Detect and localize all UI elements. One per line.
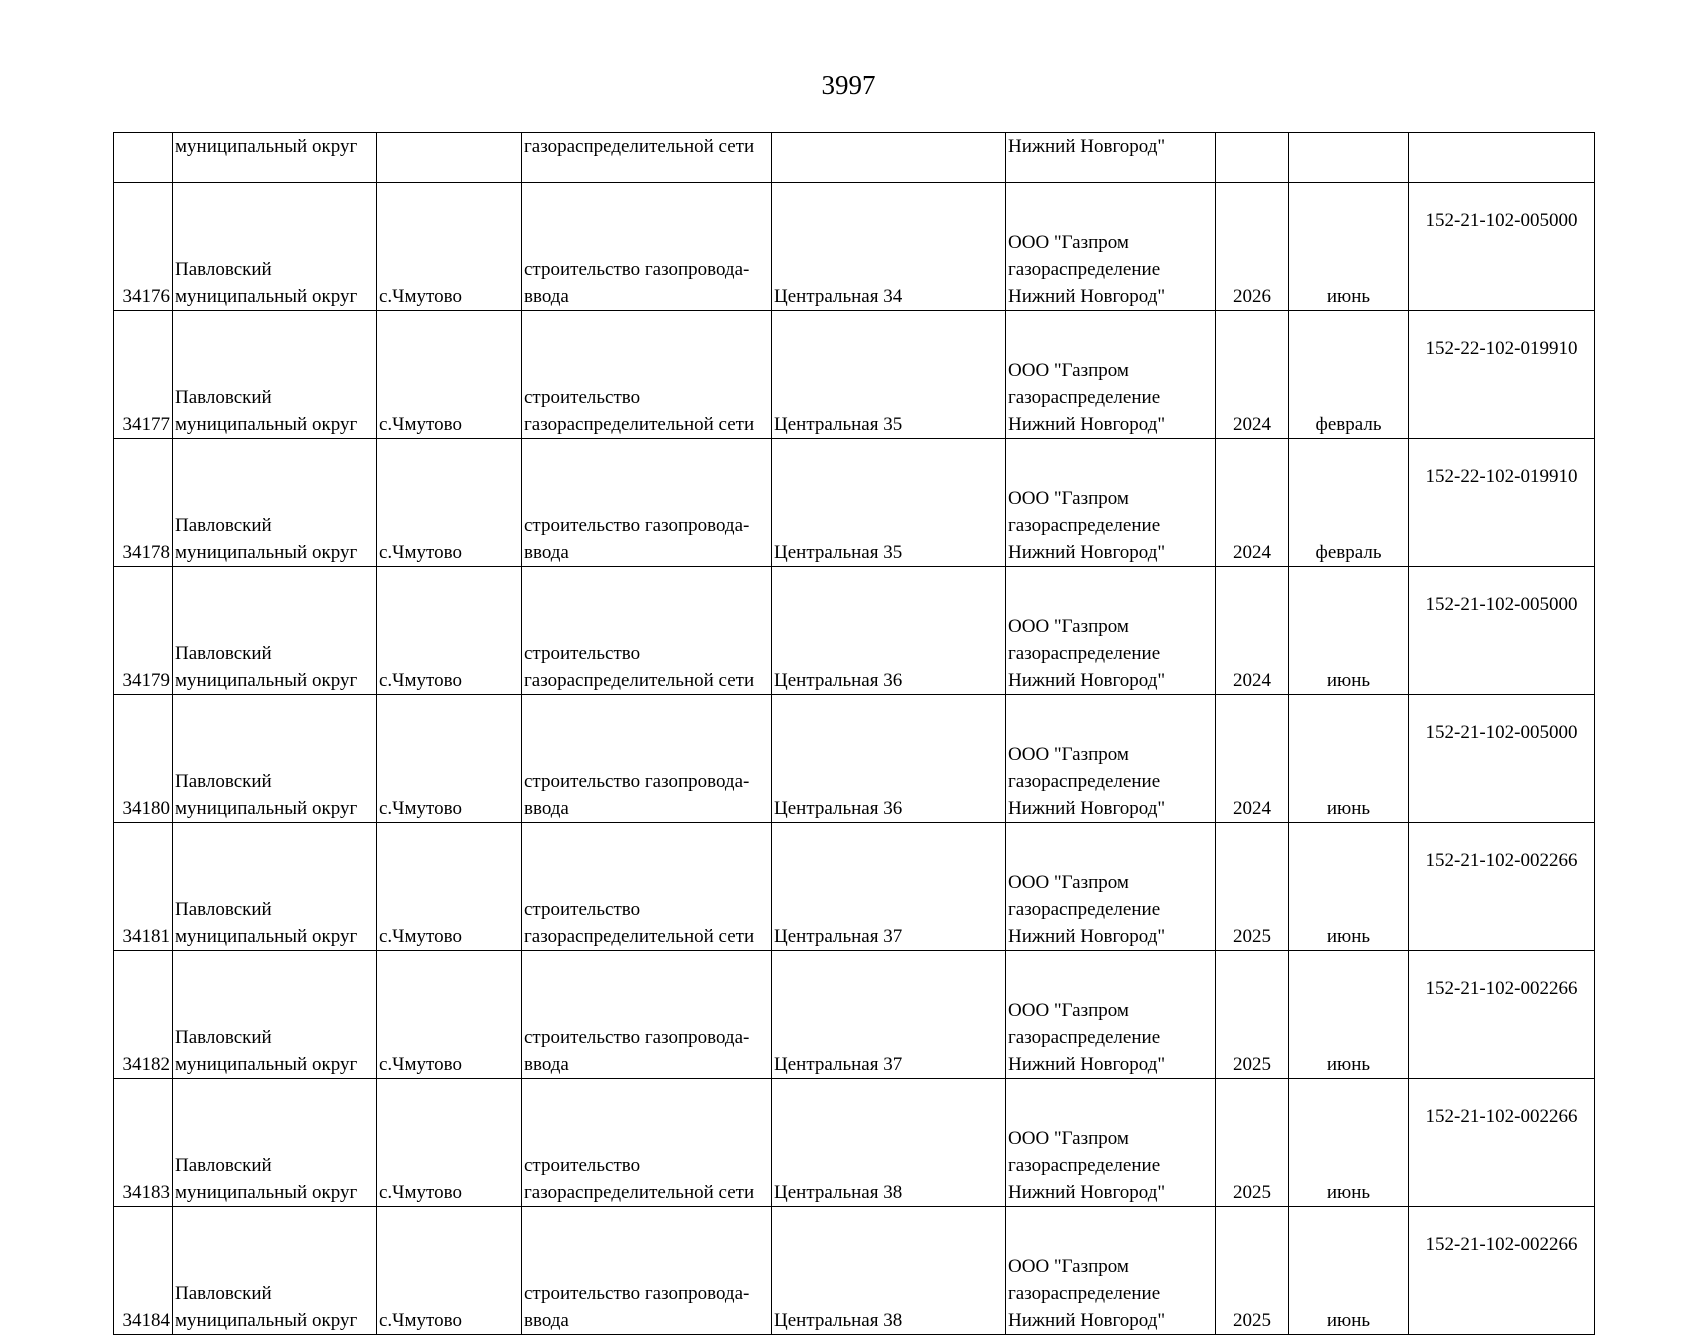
cell-text-district-2: муниципальный округ [175, 670, 358, 691]
cell-street [772, 311, 1006, 439]
cell-district [173, 951, 377, 1079]
cell-text-settlement: с.Чмутово [379, 414, 462, 435]
cell-text-district-2: муниципальный округ [175, 1310, 358, 1331]
cell-text-district-2: муниципальный округ [175, 286, 358, 307]
cell-text-num: 34179 [122, 670, 170, 691]
cell-text-work-2: ввода [524, 798, 569, 819]
table-row [114, 1207, 1595, 1335]
table-row [114, 1079, 1595, 1207]
cell-text-num: 34182 [122, 1054, 170, 1075]
cell-text-company-2: газораспределение [1008, 1027, 1161, 1048]
cell-number [114, 133, 173, 183]
cell-text-month: июнь [1326, 670, 1371, 691]
cell-settlement [377, 567, 522, 695]
cell-district [173, 1207, 377, 1335]
cell-text-work-2: ввода [524, 542, 569, 563]
cell-company [1006, 183, 1216, 311]
cell-text-district-1: Павловский [175, 387, 272, 408]
cell-text-settlement: с.Чмутово [379, 926, 462, 947]
cell-work [522, 695, 772, 823]
cell-text-year: 2024 [1233, 414, 1271, 435]
cell-company [1006, 1207, 1216, 1335]
cell-text-code: 152-21-102-002266 [1425, 1234, 1578, 1255]
cell-text-district-1: Павловский [175, 1283, 272, 1304]
cell-text-street: Центральная 36 [774, 798, 903, 819]
cell-street [772, 183, 1006, 311]
cell-settlement [377, 311, 522, 439]
cell-number [114, 1207, 173, 1335]
cell-district [173, 695, 377, 823]
cell-district [173, 311, 377, 439]
cell-settlement [377, 951, 522, 1079]
cell-text-company-1: ООО "Газпром [1008, 1000, 1129, 1021]
cell-work [522, 951, 772, 1079]
cell-text-settlement: с.Чмутово [379, 670, 462, 691]
cell-code [1409, 1207, 1595, 1335]
cell-year [1216, 567, 1289, 695]
cell-year [1216, 823, 1289, 951]
cell-code [1409, 311, 1595, 439]
cell-code [1409, 567, 1595, 695]
cell-text-company-3: Нижний Новгород" [1008, 798, 1166, 819]
cell-text-work-2: ввода [524, 1310, 569, 1331]
cell-text-month: июнь [1326, 1182, 1371, 1203]
cell-text-company-3: Нижний Новгород" [1008, 670, 1166, 691]
cell-text-settlement: с.Чмутово [379, 798, 462, 819]
cell-code [1409, 439, 1595, 567]
cell-district [173, 439, 377, 567]
cell-text-month: июнь [1326, 1054, 1371, 1075]
cell-year [1216, 951, 1289, 1079]
cell-month [1289, 1079, 1409, 1207]
cell-month [1289, 823, 1409, 951]
cell-year [1216, 439, 1289, 567]
cell-company [1006, 1079, 1216, 1207]
cell-text-settlement: с.Чмутово [379, 1310, 462, 1331]
cell-text-code: 152-22-102-019910 [1425, 466, 1578, 487]
table-row [114, 695, 1595, 823]
cell-text-district-2: муниципальный округ [175, 1054, 358, 1075]
cell-text-num: 34180 [122, 798, 170, 819]
cell-text-street: Центральная 38 [774, 1310, 903, 1331]
cell-month [1289, 695, 1409, 823]
cell-text-company-2: газораспределение [1008, 899, 1161, 920]
cell-text-num: 34178 [122, 542, 170, 563]
cell-text-month: июнь [1326, 798, 1371, 819]
cell-number [114, 311, 173, 439]
cell-text-district-1: Павловский [175, 1155, 272, 1176]
cell-text-company-1: ООО "Газпром [1008, 360, 1129, 381]
table-row [114, 183, 1595, 311]
cell-text-month: июнь [1326, 1310, 1371, 1331]
cell-text-year: 2024 [1233, 542, 1271, 563]
cell-code [1409, 823, 1595, 951]
cell-text-code: 152-21-102-005000 [1425, 722, 1578, 743]
cell-number [114, 439, 173, 567]
cell-work [522, 439, 772, 567]
cell-settlement [377, 439, 522, 567]
cell-month [1289, 133, 1409, 183]
cell-text-company-2: газораспределение [1008, 643, 1161, 664]
cell-text-num: 34177 [122, 414, 170, 435]
cell-text-work-2: газораспределительной сети [524, 414, 755, 435]
cell-text-company-2: газораспределение [1008, 259, 1161, 280]
cell-text-work-1: строительство газопровода- [524, 515, 750, 536]
cell-text-month: июнь [1326, 286, 1371, 307]
cell-code [1409, 951, 1595, 1079]
cell-text-year: 2025 [1233, 926, 1271, 947]
table-row [114, 439, 1595, 567]
cell-district [173, 567, 377, 695]
cell-text-settlement: с.Чмутово [379, 542, 462, 563]
cell-text-company-3: Нижний Новгород" [1008, 542, 1166, 563]
cell-company [1006, 311, 1216, 439]
cell-text-company-3: Нижний Новгород" [1008, 414, 1166, 435]
cell-work [522, 567, 772, 695]
cell-text-settlement: с.Чмутово [379, 286, 462, 307]
cell-text-district-1: Павловский [175, 771, 272, 792]
cell-text-street: Центральная 38 [774, 1182, 903, 1203]
cell-text-year: 2025 [1233, 1310, 1271, 1331]
cell-text-street: Центральная 34 [774, 286, 903, 307]
cell-text-district-2: муниципальный округ [175, 542, 358, 563]
cell-text-company-2: газораспределение [1008, 1155, 1161, 1176]
cell-text-district-2: муниципальный округ [175, 1182, 358, 1203]
cell-number [114, 1079, 173, 1207]
cell-text-code: 152-21-102-005000 [1425, 594, 1578, 615]
cell-text-year: 2024 [1233, 798, 1271, 819]
cell-year [1216, 1079, 1289, 1207]
cell-text-code: 152-21-102-002266 [1425, 850, 1578, 871]
cell-work [522, 311, 772, 439]
cell-text-work-1: строительство [524, 387, 641, 408]
cell-text-street: Центральная 37 [774, 926, 903, 947]
cell-street [772, 951, 1006, 1079]
cell-text-company-3: Нижний Новгород" [1008, 1182, 1166, 1203]
cell-text-work-2: ввода [524, 286, 569, 307]
cell-text-work-1: строительство [524, 899, 641, 920]
cell-text-year: 2025 [1233, 1182, 1271, 1203]
cell-year [1216, 695, 1289, 823]
cell-text-street: Центральная 36 [774, 670, 903, 691]
cell-text-company-2: газораспределение [1008, 771, 1161, 792]
cell-text-num: 34184 [122, 1310, 170, 1331]
page-number: 3997 [821, 70, 876, 100]
cell-text-work-1: строительство газопровода- [524, 1283, 750, 1304]
cell-district [173, 823, 377, 951]
cell-street [772, 133, 1006, 183]
cell-street [772, 1079, 1006, 1207]
cell-text-street: Центральная 35 [774, 542, 903, 563]
cell-text-settlement: с.Чмутово [379, 1182, 462, 1203]
cell-year [1216, 311, 1289, 439]
cell-code [1409, 695, 1595, 823]
cell-text-work-2: газораспределительной сети [524, 1182, 755, 1203]
cell-code [1409, 133, 1595, 183]
cell-text-work-1: строительство [524, 1155, 641, 1176]
cell-code [1409, 1079, 1595, 1207]
table-row-continued [114, 133, 1595, 183]
cell-text-work-2: газораспределительной сети [524, 926, 755, 947]
cell-company [1006, 439, 1216, 567]
cell-year [1216, 1207, 1289, 1335]
cell-settlement [377, 1079, 522, 1207]
cell-text-company-2: газораспределение [1008, 515, 1161, 536]
cell-settlement [377, 183, 522, 311]
cell-district [173, 183, 377, 311]
cell-company [1006, 951, 1216, 1079]
cell-text-company-1: ООО "Газпром [1008, 1128, 1129, 1149]
cell-work [522, 823, 772, 951]
cell-text-district-2: муниципальный округ [175, 414, 358, 435]
cell-text-company-3: Нижний Новгород" [1008, 286, 1166, 307]
cell-text-company-1: ООО "Газпром [1008, 232, 1129, 253]
cell-text-work-1: строительство газопровода- [524, 1027, 750, 1048]
table-row [114, 311, 1595, 439]
cell-text-district-1: Павловский [175, 899, 272, 920]
cell-street [772, 823, 1006, 951]
table-row [114, 823, 1595, 951]
cell-month [1289, 183, 1409, 311]
cell-street [772, 1207, 1006, 1335]
cell-settlement [377, 823, 522, 951]
cell-work [522, 1207, 772, 1335]
cell-text-district-1: Павловский [175, 515, 272, 536]
cell-number [114, 695, 173, 823]
table-row [114, 951, 1595, 1079]
cell-text-work-2: газораспределительной сети [524, 670, 755, 691]
cell-text-year: 2024 [1233, 670, 1271, 691]
cell-text-company-3: Нижний Новгород" [1008, 1054, 1166, 1075]
cell-work: газораспределительной сети [522, 133, 772, 183]
cell-text-company-1: ООО "Газпром [1008, 488, 1129, 509]
cell-company [1006, 823, 1216, 951]
cell-text-street: Центральная 35 [774, 414, 903, 435]
cell-month [1289, 951, 1409, 1079]
cell-text-month: февраль [1315, 542, 1382, 563]
cell-text-work-2: ввода [524, 1054, 569, 1075]
registry-table [113, 132, 1595, 1335]
cell-company [1006, 695, 1216, 823]
cell-month [1289, 311, 1409, 439]
cell-text-month: июнь [1326, 926, 1371, 947]
cell-text-year: 2025 [1233, 1054, 1271, 1075]
cell-number [114, 567, 173, 695]
cell-text-company-1: ООО "Газпром [1008, 744, 1129, 765]
cell-text-month: февраль [1315, 414, 1382, 435]
cell-street [772, 439, 1006, 567]
cell-text-company-1: ООО "Газпром [1008, 1256, 1129, 1277]
cell-month [1289, 567, 1409, 695]
cell-text-company-3: Нижний Новгород" [1008, 1310, 1166, 1331]
cell-year [1216, 133, 1289, 183]
cell-text-year: 2026 [1233, 286, 1271, 307]
cell-company: Нижний Новгород" [1006, 133, 1216, 183]
table-row [114, 567, 1595, 695]
cell-text-num: 34176 [122, 286, 170, 307]
cell-text-street: Центральная 37 [774, 1054, 903, 1075]
table-body [114, 133, 1595, 1335]
cell-text-district-2: муниципальный округ [175, 926, 358, 947]
cell-text-company-1: ООО "Газпром [1008, 616, 1129, 637]
cell-work [522, 183, 772, 311]
cell-code [1409, 183, 1595, 311]
cell-text-district-1: Павловский [175, 259, 272, 280]
cell-text-company-2: газораспределение [1008, 387, 1161, 408]
cell-settlement [377, 695, 522, 823]
cell-month [1289, 439, 1409, 567]
cell-number [114, 183, 173, 311]
cell-district: муниципальный округ [173, 133, 377, 183]
cell-settlement [377, 133, 522, 183]
cell-text-company-1: ООО "Газпром [1008, 872, 1129, 893]
cell-year [1216, 183, 1289, 311]
cell-text-work-1: строительство [524, 643, 641, 664]
cell-text-code: 152-22-102-019910 [1425, 338, 1578, 359]
cell-text-work-1: строительство газопровода- [524, 771, 750, 792]
cell-text-company-2: газораспределение [1008, 1283, 1161, 1304]
cell-number [114, 951, 173, 1079]
cell-district [173, 1079, 377, 1207]
cell-text-work-1: строительство газопровода- [524, 259, 750, 280]
cell-month [1289, 1207, 1409, 1335]
cell-street [772, 695, 1006, 823]
cell-text-district-1: Павловский [175, 1027, 272, 1048]
cell-text-settlement: с.Чмутово [379, 1054, 462, 1075]
cell-text-code: 152-21-102-005000 [1425, 210, 1578, 231]
cell-text-num: 34183 [122, 1182, 170, 1203]
cell-text-company-3: Нижний Новгород" [1008, 926, 1166, 947]
cell-street [772, 567, 1006, 695]
cell-text-code: 152-21-102-002266 [1425, 1106, 1578, 1127]
cell-work [522, 1079, 772, 1207]
cell-text-code: 152-21-102-002266 [1425, 978, 1578, 999]
cell-number [114, 823, 173, 951]
cell-text-district-2: муниципальный округ [175, 798, 358, 819]
cell-text-num: 34181 [122, 926, 170, 947]
cell-settlement [377, 1207, 522, 1335]
cell-company [1006, 567, 1216, 695]
cell-text-district-1: Павловский [175, 643, 272, 664]
